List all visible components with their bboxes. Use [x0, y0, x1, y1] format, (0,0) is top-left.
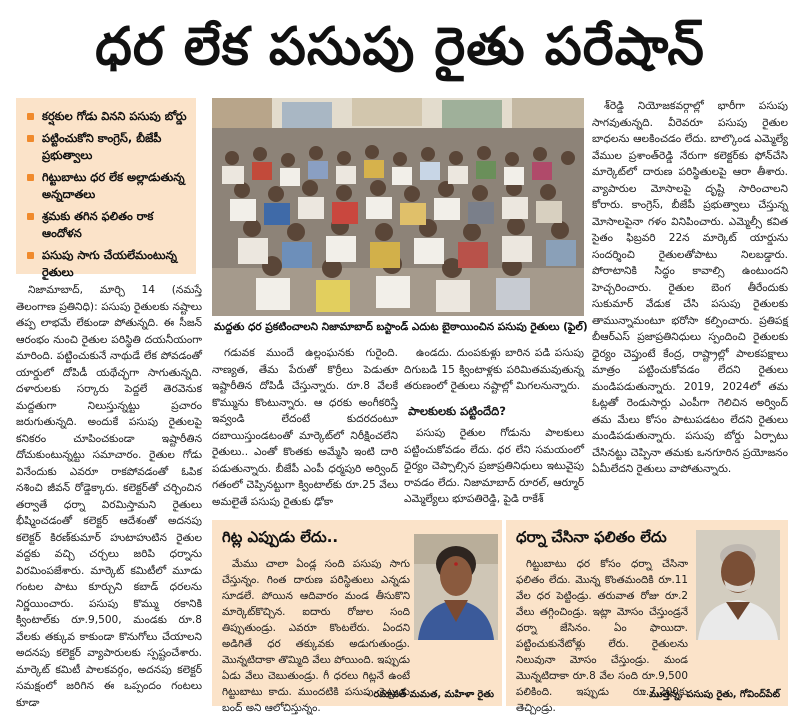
- highlight-item: కర్షకుల గోడు వినని పసుపు బోర్డు: [26, 108, 188, 125]
- paragraph: నిజామాబాద్, మార్చి 14 (నమస్తే తెలంగాణ ప్రతినిధి): పసుపు రైతులకు నష్టాలు తప్ప లాభమే లేకుండా పోతున్నది. ఈ సీజన్ ఆరంభం నుంచి రైతుల పరిస్థితి దయనీయంగా మారింది. పట్టించుకునే నాథుడే లేక పోవడంతో యార్డులో దోపిడీ యథేచ్ఛగా సాగుతున్నది. దళారులకు సర్కారు పెద్దలే తెరవెనుక మద్దతుగా నిలుస్తున్నట్టు ప్రచారం జరుగుతున్నది. అందుకే పసుపు రైతులపై కనికరం చూపించకుండా ఇష్టారీతిన దోచుకుంటున్నట్టు సమాచారం. రైతుల గోడు వినేందుకు ఎవరూ రాకపోవడంతో ఓపిక నశించి జీవన్ రోడ్డెక్కారు. కలెక్టర్‌తో చర్చించిన తర్వాతే ధర్నా విరమిస్తామని రైతులు భీష్మించడంతో కలెక్టర్ ఆదేశంతో అదనపు కలెక్టర్ కిరణ్‌కుమార్ హుటాహుటిన రైతుల వద్దకు వచ్చి చర్చలు జరిపి ధర్నాను విరమింపజేశారు. మార్కెట్ కమిటీలో మూడు గంటల పాటు కూర్చుని కబాడ్ ధరలను నిర్ణయించారు. పసుపు కొమ్ము రకానికి క్వింటాల్‌కు రూ.9,500, మండకు రూ.8 వేలకు తక్కువ కాకుండా కొనుగోలు చేయాలని అదనపు కలెక్టర్ వ్యాపారులకు స్పష్టంచేశారు. మార్కెట్ కమిటీ పాలకవర్గం, అదనపు కలెక్టర్ సమక్షంలో జరిగిన ఈ ఒప్పందం గంటలు కూడా: [16, 284, 202, 709]
- farmer-portrait: [696, 530, 780, 640]
- paragraph: ఉండదు. దుంపకుళ్లు బారిన పడి పసుపు దిగుబడి 15 క్వింటాళ్లకు పరిమితమవుతున్న తరుణంలో రైతులు నష్టాల్లో మిగలనున్నారు.: [404, 347, 584, 392]
- quote-signature: - రమావత్ మమత, మహిళా రైతు: [366, 689, 494, 700]
- bullet-icon: [27, 174, 34, 181]
- article-column-1: [16, 282, 202, 709]
- highlight-item: పట్టించుకోని కాంగ్రెస్, బీజేపీ ప్రభుత్వాలు: [26, 130, 188, 164]
- photo-caption: మద్దతు ధర ప్రకటించాలని నిజామాబాద్ బస్టాండ్ ఎదుట బైఠాయించిన పసుపు రైతులు (ఫైల్): [214, 321, 588, 333]
- headline: ధర లేక పసుపు రైతు పరేషాన్: [95, 17, 705, 77]
- paragraph: గడువక ముందే ఉల్లంఘనకు గురైంది. నాణ్యత, తేమ పేరుతో కొర్రీలు పెడుతూ ఇష్టారీతిన దోపిడీ చేస్తున్నారు. రూ.8 వేలకే కొమ్మును కొంటున్నారు. ఆ ధరకు అంగీకరిస్తే ఇవ్వండి లేదంటే కుదరదంటూ దబాయిస్తుండటంతో మార్కెట్‌లో నిరీక్షించలేని రైతులు.. ఎంతో కొంతకు అమ్మేసి ఇంటి దారి పడుతున్నారు. బీజేపీ ఎంపీ ధర్మపురి అర్వింద్ గతంలో చెప్పినట్టుగా క్వింటాల్‌కు రూ.25 వేలు అమలైతే పసుపు రైతుకు ఢోకా: [212, 347, 398, 508]
- bullet-icon: [27, 252, 34, 259]
- paragraph: శ్‌రెడ్డి నియోజకవర్గాల్లో భారీగా పసుపు సాగవుతున్నది. వీరెవరూ పసుపు రైతుల బాధలను ఆలకించడం లేదు. బాల్కొండ ఎమ్మెల్యే వేముల ప్రశాంత్‌రెడ్డి నేరుగా కలెక్టర్‌కు ఫోన్‌చేసి మార్కెట్‌లో దారుణ పరిస్థితులపై ఆరా తీశారు. వ్యాపారుల మోసాలపై దృష్టి సారించాలని కోరారు. కాంగ్రెస్, బీజేపీ ప్రభుత్వాలు చేస్తున్న మోసాలపైనా గళం వినిపించారు. ఎమ్మెల్సీ కవిత సైతం ఫిబ్రవరి 22న మార్కెట్ యార్డును సందర్శించి రైతులతోపాటు నిలబడ్డారు. పోరాటానికి సిద్ధం కావాల్సి ఉంటుందని హెచ్చరించారు. రైతుల బెంగ తీరేందుకు సుకుమార్ వేడుక చేసి పసుపు రైతులకు తామున్నామంటూ భరోసా కల్పించారు. ప్రతిపక్ష బీఆర్ఎస్ ప్రజాప్రతినిధులు స్పందించి రైతులకు ధైర్యం చెప్తుంటే కేంద్ర, రాష్ట్రాల్లో పాలకపక్షాలు మాత్రం పట్టించుకోవడం లేదని రైతులు మండిపడుతున్నారు. 2019, 2024లో తమ ఓట్లతో రెండుసార్లు ఎంపీగా గెలిచిన అర్వింద్ తమ మేలు కోసం పాటుపడటం లేదని రైతులు మండిపడుతున్నారు. పసుపు బోర్డు ఏర్పాటు చేసినట్టు చెప్పినా తమకు ఒనగూరిన ప్రయోజనం ఏమీలేదని రైతులు వాపోతున్నారు.: [592, 100, 788, 475]
- highlight-item: పసుపు సాగు చేయలేమంటున్న రైతులు: [26, 247, 188, 281]
- quote-signature: - ముత్తెన్న, పసుపు రైతు, గోవింద్‌పేట్: [641, 689, 780, 700]
- bullet-icon: [27, 213, 34, 220]
- portrait-image: [414, 534, 498, 640]
- quote-body: గిట్టుబాటు ధర కోసం ధర్నా చేసినా ఫలితం లేదు. మొన్న కొంతమందికి రూ.11 వేల ధర పెట్టిండ్రు. తరువాత రోజు రూ.2 వేలు తగ్గించిండ్రు. ఇట్లా మోసం చేస్తుండ్రనే ధర్నా జేసినం. ఏం ఫాయిదా. పట్టించుకునేటోళ్లు లేరు. రైతులను నిలువునా మోసం చేస్తుండ్రు. మండ మొన్నటిదాకా రూ.8 వేల సంది రూ.9,500 పలికింది. ఇప్పుడు రూ.7,200కు తెచ్చిండ్రు.: [516, 558, 688, 714]
- article-column-2: [212, 345, 398, 515]
- protest-photo: [212, 98, 584, 316]
- quote-box-right: [506, 520, 788, 714]
- bullet-icon: [27, 113, 34, 120]
- quote-title: గిట్ల ఎప్పుడు లేదు..: [222, 528, 339, 546]
- highlight-item: శ్రమకు తగిన ఫలితం రాక ఆందోళన: [26, 208, 188, 242]
- farmers-protest-image: [212, 98, 584, 316]
- paragraph: పసుపు రైతుల గోడును పాలకులు పట్టించుకోవడం లేదు. ధర లేని సమయంలో ధైర్యం చెప్పాల్సిన ప్రజాప్రతినిధులు ఇటువైపు రావడం లేదు. నిజామాబాద్ రూరల్, ఆర్మూర్ ఎమ్మెల్యేలు భూపతిరెడ్డి, పైడి రాకేశ్: [404, 427, 584, 505]
- quote-box-left: [212, 520, 502, 714]
- article-column-3: [404, 345, 584, 515]
- quote-body: మేము చాలా ఏండ్ల సంది పసుపు సాగు చేస్తున్నం. గింత దారుణ పరిస్థితులు ఎన్నడు సూడలే. పోయిన ఆదివారం మండ తీసుకొని మార్కెట్‌కొచ్చిన. ఐదారు రోజుల సంది తిప్పుతుండ్రు. ఎవరూ కొంటలేరు. ఏందని అడిగితే ధర తక్కువకు అడుగుతుండ్రు. మొన్నటిదాకా తొమ్మిది వేలు పోయింది. ఇప్పుడు ఏడు వేలు చెబుతుండ్రు. గీ ధరలు గిట్లనే ఉంటే గిట్టుబాటు కాదు. ముందటికి పసుపు పెట్టుడు బంద్ అని ఆలోచిస్తున్నం.: [222, 558, 410, 714]
- quote-title: ధర్నా చేసినా ఫలితం లేదు: [516, 528, 667, 546]
- portrait-image: [696, 530, 780, 640]
- highlights-box: [16, 98, 196, 279]
- section-subhead: పాలకులకు పట్టిందేది?: [408, 403, 506, 418]
- bullet-icon: [27, 135, 34, 142]
- article-column-4: [592, 98, 788, 516]
- woman-farmer-portrait: [414, 534, 498, 640]
- highlight-item: గిట్టుబాటు ధర లేక అల్లాడుతున్న అన్నదాతలు: [26, 169, 188, 203]
